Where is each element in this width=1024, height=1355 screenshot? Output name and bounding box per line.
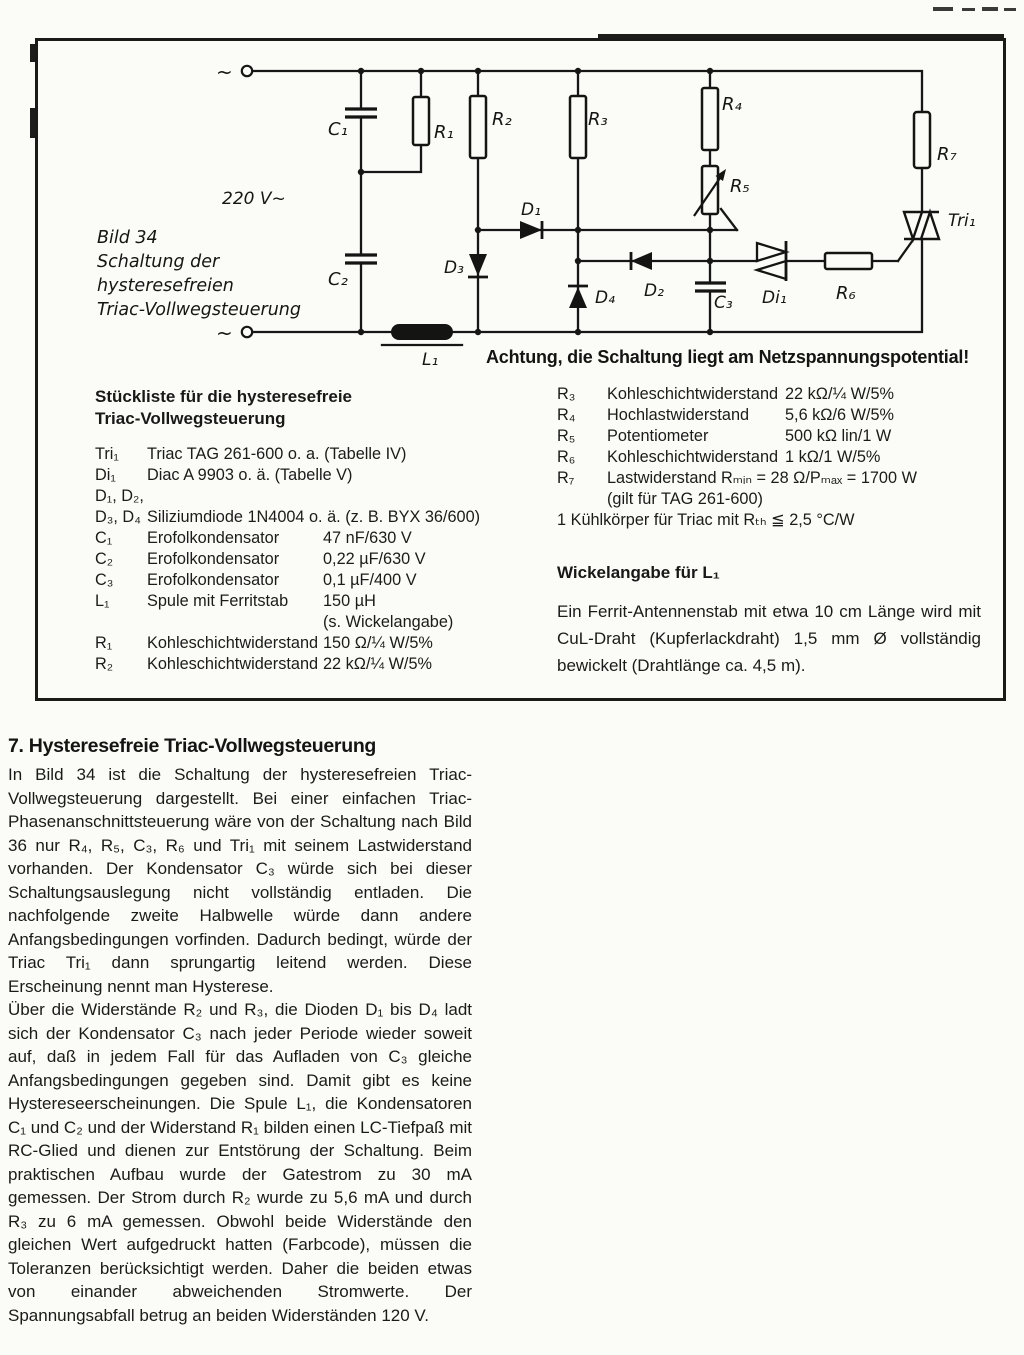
- part-value: 0,1 µF/400 V: [323, 571, 417, 589]
- label-c2: C₂: [328, 269, 348, 290]
- scan-artifact: [1004, 8, 1016, 11]
- part-name: Erofolkondensator: [147, 529, 280, 547]
- parts-list-title: [95, 386, 352, 430]
- part-ref: R₄: [557, 406, 576, 424]
- part-name: Kohleschichtwiderstand: [147, 634, 319, 652]
- part-value: 150 µH: [323, 592, 376, 610]
- capacitor-c2: [345, 255, 377, 263]
- part-ref: R₁: [95, 634, 113, 652]
- part-value: 22 kΩ/¼ W/5%: [785, 385, 894, 403]
- part-name: Erofolkondensator: [147, 571, 280, 589]
- section-heading: 7. Hysteresefreie Triac-Vollwegsteuerung: [8, 735, 377, 757]
- article-text: [8, 763, 472, 1327]
- label-tri1: Tri₁: [948, 211, 976, 231]
- label-r5: R₅: [730, 176, 750, 197]
- part-name: [147, 486, 323, 507]
- part-value: [323, 507, 541, 528]
- label-di1: Di₁: [762, 288, 787, 308]
- part-value: 22 kΩ/¼ W/5%: [323, 655, 432, 673]
- label-d4: D₄: [595, 288, 615, 308]
- article-paragraph-2: Über die Widerstände R₂ und R₃, die Dioden D₁ bis D₄ ladt sich der Kondensator C₃ nach jeder Periode wieder soweit auf, daß in jedem Fall für das Aufladen von C₃ gleiche Anfangsbedingungen gegeben sind. Damit gibt es keine Hystereseerscheinungen. Die Spule L₁, die Kondensatoren C₁ und C₂ und der Widerstand R₁ bilden einen LC-Tiefpaß mit RC-Glied und dienen zur Entstörung der Schaltung. Beim praktischen Aufbau wurde der Gatestrom zu 30 mA gemessen. Der Strom durch R₂ wurde zu 5,6 mA und durch R₃ zu 6 mA gemessen. Obwohl beide Widerstände den gleichen Wert aufgedruckt hatten (Farbcode), müssen die Toleranzen berücksichtigt werden. Daher die beiden etwas von einander abweichenden Stromwerte. Der Spannungsabfall betrug an beiden Widerständen 120 V.: [8, 1000, 472, 1325]
- caption-line-4: Triac-Vollwegsteuerung: [97, 300, 301, 320]
- part-ref: R₃: [557, 385, 576, 403]
- tilde-bottom-label: ~: [216, 321, 233, 345]
- part-value: 1 kΩ/1 W/5%: [785, 448, 881, 466]
- part-value: 150 Ω/¼ W/5%: [323, 634, 433, 652]
- part-value: 0,22 µF/630 V: [323, 550, 426, 568]
- label-r6: R₆: [836, 283, 856, 304]
- part-ref: C₂: [95, 550, 114, 568]
- caption-line-2: Schaltung der: [97, 252, 220, 272]
- part-value: 5,6 kΩ/6 W/5%: [785, 406, 894, 424]
- label-r1: R₁: [434, 122, 454, 143]
- part-ref: L₁: [95, 592, 110, 610]
- capacitor-c1: [345, 109, 377, 117]
- scan-artifact: [982, 7, 998, 11]
- resistor-r7: [914, 112, 930, 168]
- diode-d1: [520, 221, 542, 239]
- source-voltage-label: 220 V~: [222, 189, 286, 209]
- scan-artifact: [962, 8, 975, 11]
- figure-box: [35, 38, 1006, 701]
- part-name: Kohleschichtwiderstand: [147, 655, 319, 673]
- terminal-top: [242, 66, 252, 76]
- label-r7: R₇: [937, 144, 957, 165]
- label-l1: L₁: [422, 350, 439, 370]
- part-ref: Di₁: [95, 466, 116, 484]
- resistor-r2: [470, 96, 486, 158]
- part-value: [323, 465, 541, 486]
- label-c3: C₃: [714, 293, 733, 313]
- part-name: [147, 612, 323, 633]
- circuit-diagram: [35, 38, 1003, 380]
- winding-spec-title: Wickelangabe für L₁: [557, 563, 720, 582]
- label-d1: D₁: [521, 200, 541, 220]
- diode-d4: [569, 287, 587, 308]
- part-value: (s. Wickelangabe): [323, 613, 454, 631]
- resistor-r1: [413, 97, 429, 145]
- tilde-top-label: ~: [216, 60, 233, 84]
- part-value: 500 kΩ lin/1 W: [785, 427, 892, 445]
- label-r3: R₃: [588, 109, 608, 130]
- label-r2: R₂: [492, 109, 512, 130]
- part-ref: D₃, D₄: [95, 508, 141, 526]
- part-ref: Tri₁: [95, 445, 119, 463]
- parts-list-right: [557, 384, 993, 531]
- part-name: Erofolkondensator: [147, 550, 280, 568]
- winding-spec-text: Ein Ferrit-Antennenstab mit etwa 10 cm Länge wird mit CuL-Draht (Kupferlackdraht) 1,5 mm Ø vollständig bewickelt (Drahtlänge ca. 4,5 m).: [557, 602, 981, 675]
- label-d2: D₂: [644, 281, 664, 301]
- part-name: Kohleschichtwiderstand: [607, 385, 779, 403]
- label-c1: C₁: [328, 119, 348, 140]
- part-ref: [95, 612, 147, 633]
- inductor-l1: [391, 324, 453, 340]
- scan-artifact: [933, 7, 953, 11]
- part-value: [323, 444, 541, 465]
- part-name: Spule mit Ferritstab: [147, 592, 289, 610]
- capacitor-c3: [695, 283, 726, 291]
- part-value: [785, 468, 993, 489]
- part-name: Siliziumdiode 1N4004 o. ä. (z. B. BYX 36/600): [147, 508, 481, 526]
- diode-d2: [631, 252, 652, 270]
- part-ref: C₃: [95, 571, 114, 589]
- part-name: Hochlastwiderstand: [607, 406, 750, 424]
- cooler-note: 1 Kühlkörper für Triac mit Rₜₕ ≦ 2,5 °C/W: [557, 511, 855, 529]
- part-name: Potentiometer: [607, 427, 709, 445]
- part-name: Kohleschichtwiderstand: [607, 448, 779, 466]
- mains-warning: Achtung, die Schaltung liegt am Netzspannungspotential!: [486, 347, 970, 367]
- part-ref: R₆: [557, 448, 576, 466]
- part-ref: R₇: [557, 469, 575, 487]
- diodes: [469, 221, 652, 308]
- parts-list-title-line2: Triac-Vollwegsteuerung: [95, 409, 286, 428]
- label-d3: D₃: [444, 258, 464, 278]
- part-name: Triac TAG 261-600 o. a. (Tabelle IV): [147, 445, 407, 463]
- part-name: Diac A 9903 o. ä. (Tabelle V): [147, 466, 353, 484]
- part-note: (gilt für TAG 261-600): [607, 490, 763, 508]
- resistor-r6: [825, 253, 872, 269]
- label-r4: R₄: [722, 94, 742, 115]
- part-value: 47 nF/630 V: [323, 529, 412, 547]
- caption-line-3: hysteresefreien: [97, 276, 234, 296]
- resistor-r3: [570, 96, 586, 158]
- part-ref: R₅: [557, 427, 576, 445]
- part-name: Lastwiderstand Rₘᵢₙ = 28 Ω/Pₘₐₓ = 1700 W: [607, 469, 917, 487]
- diac-di1: [757, 243, 786, 279]
- triac-tri1: [904, 212, 939, 239]
- parts-list-title-line1: Stückliste für die hysteresefreie: [95, 387, 353, 406]
- resistor-r4: [702, 88, 718, 150]
- resistor-r5: [702, 166, 718, 214]
- part-value: [323, 486, 541, 507]
- diode-d3: [469, 254, 487, 276]
- resistor-bodies: [413, 88, 930, 269]
- part-ref: R₂: [95, 655, 114, 673]
- terminal-bottom: [242, 327, 252, 337]
- part-ref: D₁, D₂,: [95, 487, 144, 505]
- parts-list-left: [95, 444, 541, 675]
- article-paragraph-1: In Bild 34 ist die Schaltung der hysteresefreien Triac-Vollwegsteuerung dargestellt. Bei einer einfachen Triac-Phasenanschnittsteuerung wäre von der Schaltung nach Bild 36 nur R₄, R₅, C₃, R₆ und Tri₁ mit seinem Lastwiderstand vorhanden. Der Kondensator C₃ würde sich bei dieser Schaltungsauslegung nicht vollständig entladen. Die nachfolgende zweite Halbwelle würde dann andere Anfangsbedingungen vorfinden. Dadurch bedingt, würde der Triac Tri₁ dann sprungartig leitend werden. Diese Erscheinung nennt man Hysterese.: [8, 765, 472, 996]
- caption-line-1: Bild 34: [97, 228, 158, 248]
- part-ref: C₁: [95, 529, 113, 547]
